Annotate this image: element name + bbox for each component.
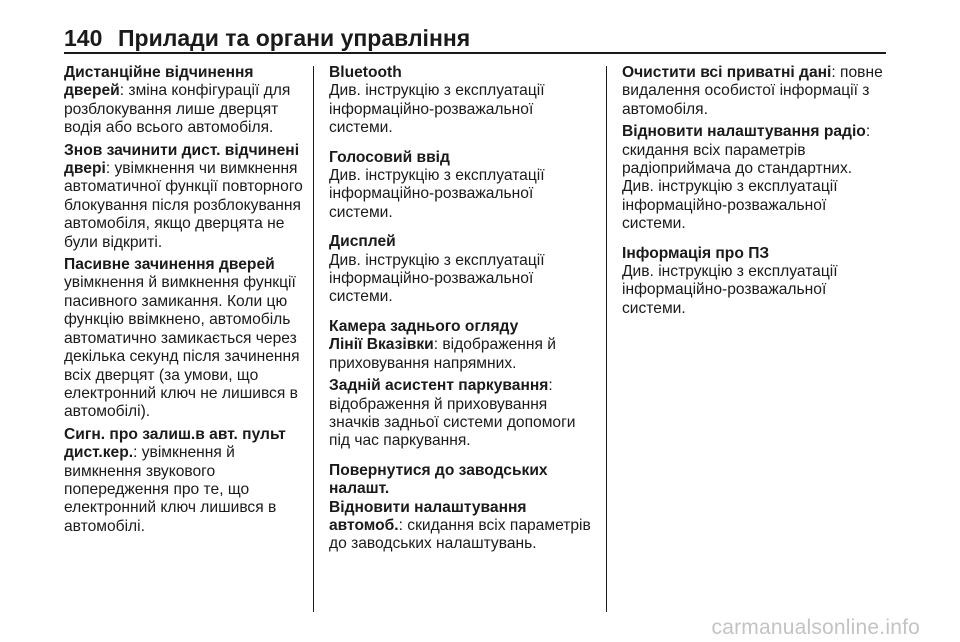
description: Див. інструкцію з експлуатації інформаційно-розважальної системи.: [329, 82, 545, 137]
description: : скидання всіх параметрів до заводських налаштувань.: [329, 516, 591, 553]
paragraph-relock: [64, 142, 304, 252]
section-display: [329, 233, 599, 307]
column-middle: [329, 64, 599, 558]
description: : зміна конфігурації для розблокування лише дверцят водія або всього автомобіля.: [64, 82, 291, 137]
term: Лінії Вказівки: [329, 336, 434, 354]
description: : повне видалення особистої інформації з автомобіля.: [622, 64, 883, 118]
paragraph-clear-data: [622, 64, 886, 119]
section-factory-reset: [329, 462, 599, 554]
paragraph-passive-lock: [64, 256, 304, 422]
description: : відображення й приховування значків задньої системи допомоги під час паркування.: [329, 377, 576, 450]
paragraph-remote-unlock: [64, 64, 304, 138]
term: Пасивне зачинення дверей: [64, 256, 275, 274]
term: Задній асистент паркування: [329, 377, 549, 395]
section-heading: Голосовий ввід: [329, 148, 450, 166]
column-left: [64, 64, 304, 540]
section-software-info: [622, 245, 886, 319]
description: Див. інструкцію з експлуатації інформаційно-розважальної системи.: [329, 167, 545, 221]
section-heading: Повернутися до заводських налашт.: [329, 461, 548, 498]
section-heading: Bluetooth: [329, 64, 402, 81]
paragraph-park-assist: [329, 377, 599, 451]
paragraph-radio-reset: [622, 123, 886, 233]
column-divider: [313, 66, 314, 612]
section-rear-camera: [329, 318, 599, 373]
section-heading: Камера заднього огляду: [329, 317, 519, 335]
description: : увімкнення чи вимкнення автоматичної функції повторного блокування після розблокування автомобіля, якщо дверцята не були відкриті.: [64, 160, 303, 251]
page-header: [64, 22, 886, 54]
term: Дистанційне відчинення дверей: [64, 64, 254, 100]
column-divider: [606, 66, 607, 612]
term: Відновити налаштування автомоб.: [329, 498, 527, 534]
term: Відновити налаштування радіо: [622, 123, 866, 141]
term: Знов зачинити дист. відчинені двері: [64, 141, 300, 178]
watermark: carmanualsonline.info: [711, 616, 920, 639]
term: Очистити всі приватні дані: [622, 64, 832, 81]
section-heading: Дисплей: [329, 233, 396, 251]
paragraph-key-reminder: [64, 426, 304, 536]
column-right: [622, 64, 886, 322]
description: Див. інструкцію з експлуатації інформаційно-розважальної системи.: [329, 251, 545, 306]
description: : скидання всіх параметрів радіоприймача до стандартних. Див. інструкцію з експлуатації інформаційно-розважальної системи.: [622, 123, 871, 233]
description: увімкнення й вимкнення функції пасивного замикання. Коли цю функцію ввімкнено, автомобіль автоматично замикається через декілька секунд після зачинення всіх дверцят (за умови, що електронний ключ не лишився в автомобілі).: [64, 274, 300, 421]
description: : увімкнення й вимкнення звукового попередження про те, що електронний ключ лишився в автомобілі.: [64, 444, 277, 535]
page-title: Прилади та органи управління: [118, 25, 471, 51]
description: Див. інструкцію з експлуатації інформаційно-розважальної системи.: [622, 263, 838, 317]
section-voice-input: [329, 149, 599, 223]
term: Сигн. про залиш.в авт. пульт дист.кер.: [64, 425, 286, 462]
description: : відображення й приховування напрямних.: [329, 336, 557, 372]
section-bluetooth: [329, 64, 599, 138]
page-number: 140: [64, 25, 103, 51]
section-heading: Інформація про ПЗ: [622, 244, 770, 262]
